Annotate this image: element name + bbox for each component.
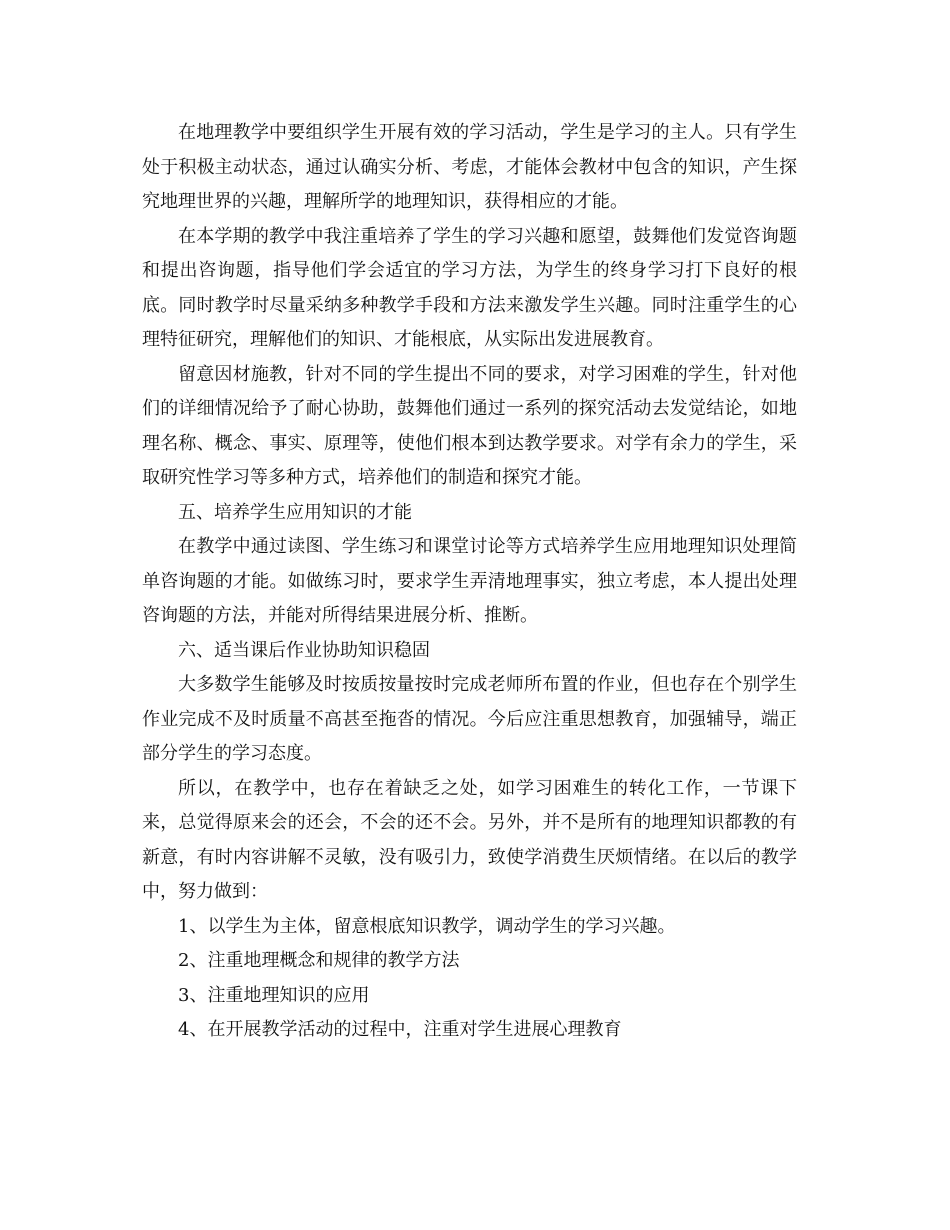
document-body	[142, 116, 797, 1048]
paragraph-shortcomings: 所以，在教学中，也存在着缺乏之处，如学习困难生的转化工作，一节课下来，总觉得原来会的还会，不会的还不会。另外，并不是所有的地理知识都教的有新意，有时内容讲解不灵敏，没有吸引力，致使学消费生厌烦情绪。在以后的教学中，努力做到：	[142, 777, 797, 902]
section-heading-five: 五、培养学生应用知识的才能	[178, 501, 412, 523]
section-heading-six: 六、适当课后作业协助知识稳固	[178, 639, 430, 661]
paragraph-homework: 大多数学生能够及时按质按量按时完成老师所布置的作业，但也存在个别学生作业完成不及时质量不高甚至拖沓的情况。今后应注重思想教育，加强辅导，端正部分学生的学习态度。	[142, 674, 797, 764]
list-item-2: 2、注重地理概念和规律的教学方法	[178, 950, 460, 971]
list-item-3: 3、注重地理知识的应用	[178, 984, 370, 1006]
paragraph-learning-interest: 在本学期的教学中我注重培养了学生的学习兴趣和愿望，鼓舞他们发觉咨询题和提出咨询题，指导他们学会适宜的学习方法，为学生的终身学习打下良好的根底。同时教学时尽量采纳多种教学手段和方法来激发学生兴趣。同时注重学生的心理特征研究，理解他们的知识、才能根底，从实际出发进展教育。	[142, 225, 797, 350]
paragraph-individual-teaching: 留意因材施教，针对不同的学生提出不同的要求，对学习困难的学生，针对他们的详细情况给予了耐心协助，鼓舞他们通过一系列的探究活动去发觉结论，如地理名称、概念、事实、原理等，使他们根本到达教学要求。对学有余力的学生，采取研究性学习等多种方式，培养他们的制造和探究才能。	[142, 363, 797, 488]
paragraph-knowledge-application: 在教学中通过读图、学生练习和课堂讨论等方式培养学生应用地理知识处理简单咨询题的才能。如做练习时，要求学生弄清地理事实，独立考虑，本人提出处理咨询题的方法，并能对所得结果进展分析、推断。	[142, 536, 797, 626]
list-item-1: 1、以学生为主体，留意根底知识教学，调动学生的学习兴趣。	[178, 915, 676, 937]
list-item-4: 4、在开展教学活动的过程中，注重对学生进展心理教育	[178, 1019, 622, 1040]
paragraph-learning-activities: 在地理教学中要组织学生开展有效的学习活动，学生是学习的主人。只有学生处于积极主动状态，通过认确实分析、考虑，才能体会教材中包含的知识，产生探究地理世界的兴趣，理解所学的地理知识，获得相应的才能。	[142, 122, 797, 212]
